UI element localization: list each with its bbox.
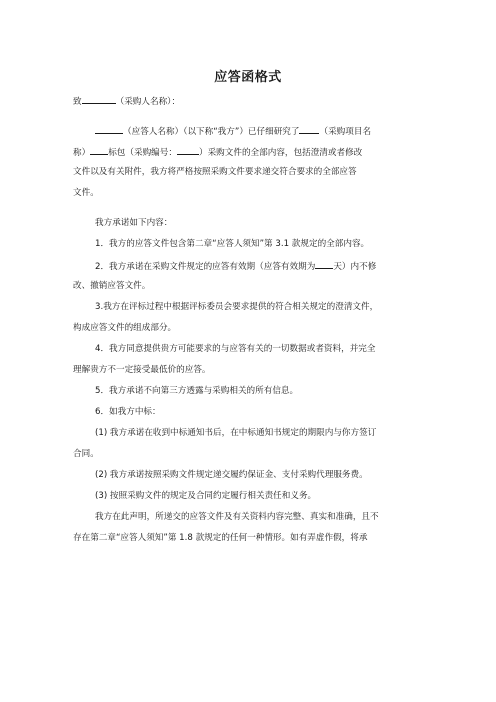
body-line	[73, 364, 211, 376]
declaration-line	[95, 511, 379, 523]
body-text: (2) 我方承诺按照采购文件规定递交履约保证金、支付采购代理服务费。	[95, 470, 368, 480]
body-text: (1) 我方承诺在收到中标通知书后，在中标通知书规定的期限内与你方签订	[95, 428, 377, 438]
validity-days-blank	[315, 259, 333, 269]
purchase-number-blank	[177, 145, 199, 155]
body-text: 构成应答文件的组成部分。	[73, 323, 177, 333]
commitment-item-3	[95, 301, 378, 313]
body-text: 1．我方的应答文件包含第二章“应答人须知”第 3.1 款规定的全部内容。	[95, 239, 370, 249]
body-text: （采购项目名	[319, 127, 372, 137]
body-text: （应答人名称）（以下称“我方”）已仔细研究了	[123, 127, 300, 137]
declaration-line	[73, 532, 367, 544]
body-text: 我方承诺如下内容：	[95, 218, 173, 228]
body-text: 文件。	[73, 188, 99, 198]
respondent-name-blank	[95, 124, 123, 134]
body-text: ）采购文件的全部内容，包括澄清或者修改	[198, 148, 363, 158]
body-text: 5．我方承诺不向第三方透露与采购相关的所有信息。	[95, 386, 299, 396]
body-text: 合同。	[73, 449, 99, 459]
body-text: 4．我方同意提供贵方可能要求的与应答有关的一切数据或者资料，并完全	[95, 344, 376, 354]
purchaser-name-blank	[82, 94, 116, 104]
commitment-item-5	[95, 385, 298, 397]
commitment-item-6	[95, 406, 161, 418]
commitments-heading	[95, 217, 172, 229]
body-text: 2．我方承诺在采购文件规定的应答有效期（应答有效期为	[95, 262, 316, 272]
document-title: 应答函格式	[214, 70, 282, 85]
body-text: 我方在此声明，所递交的应答文件及有关资料内容完整、真实和准确，且不	[95, 512, 379, 522]
body-text: 称）	[73, 148, 91, 158]
body-text: (3) 按照采购文件的规定及合同约定履行相关责任和义务。	[95, 491, 317, 501]
body-text: 天）内不修	[333, 262, 377, 272]
commitment-item-1	[95, 238, 369, 250]
package-blank	[90, 145, 108, 155]
body-line	[73, 187, 99, 199]
project-name-blank	[299, 124, 319, 134]
body-line	[73, 145, 362, 159]
body-line	[73, 448, 99, 460]
body-line	[73, 166, 357, 178]
body-text: 理解贵方不一定接受最低价的应答。	[73, 365, 211, 375]
commitment-item-4	[95, 343, 375, 355]
body-text: 存在第二章“应答人须知”第 1.8 款规定的任何一种情形。如有弄虚作假，将承	[73, 533, 368, 543]
purchaser-name-label: （采购人名称）：	[115, 97, 181, 107]
body-text: 3.我方在评标过程中根据评标委员会要求提供的符合相关规定的澄清文件，	[95, 302, 379, 312]
sub-item-2	[95, 469, 368, 481]
body-text: 6．如我方中标：	[95, 407, 161, 417]
commitment-item-2	[95, 259, 376, 273]
body-line	[73, 280, 150, 292]
salutation-prefix: 致	[73, 97, 82, 107]
sub-item-3	[95, 490, 316, 502]
body-line	[95, 124, 371, 138]
body-text: 改、撤销应答文件。	[73, 281, 151, 291]
salutation-line	[73, 94, 180, 108]
body-text: 文件以及有关附件，我方将严格按照采购文件要求递交符合要求的全部应答	[73, 167, 357, 177]
body-line	[73, 322, 176, 334]
body-text: 标包（采购编号：	[108, 148, 177, 158]
sub-item-1	[95, 427, 376, 439]
